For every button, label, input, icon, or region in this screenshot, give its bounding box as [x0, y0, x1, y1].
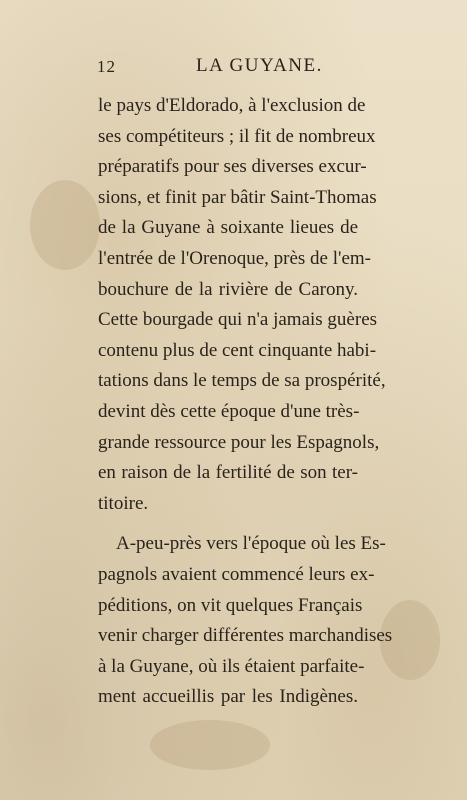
text-line: le pays d'Eldorado, à l'exclusion de [98, 95, 366, 116]
text-line: tations dans le temps de sa prospérité, [98, 370, 386, 392]
text-line: de la Guyane à soixante lieues de [98, 217, 358, 239]
text-line: préparatifs pour ses diverses excur- [98, 156, 367, 178]
text-line: péditions, on vit quelques Français [98, 594, 363, 616]
text-line: pagnols avaient commencé leurs ex- [98, 563, 375, 585]
text-line: bouchure de la rivière de Carony. [98, 278, 358, 300]
text-line: sions, et finit par bâtir Saint-Thomas [98, 186, 377, 208]
text-line: ses compétiteurs ; il fit de nombreux [98, 125, 376, 147]
text-line: devint dès cette époque d'une très- [98, 400, 360, 422]
page-number: 12 [97, 57, 116, 76]
text-line-paragraph-start: A-peu-près vers l'époque où les Es- [116, 533, 386, 555]
page-header [97, 55, 355, 85]
text-line: en raison de la fertilité de son ter- [98, 462, 358, 484]
paper-stain [30, 180, 100, 270]
text-line: ment accueillis par les Indigènes. [98, 686, 358, 708]
text-line: à la Guyane, où ils étaient parfaite- [98, 655, 365, 677]
text-line: venir charger différentes marchandises [98, 625, 393, 647]
text-line: contenu plus de cent cinquante habi- [98, 339, 377, 361]
body-text [98, 91, 393, 713]
running-title: LA GUYANE. [196, 55, 323, 76]
text-line: Cette bourgade qui n'a jamais guères [98, 309, 378, 331]
text-line: l'entrée de l'Orenoque, près de l'em- [98, 247, 371, 269]
text-line-paragraph-end: titoire. [98, 492, 149, 514]
paper-stain [150, 720, 270, 770]
text-line: grande ressource pour les Espagnols, [98, 431, 380, 453]
